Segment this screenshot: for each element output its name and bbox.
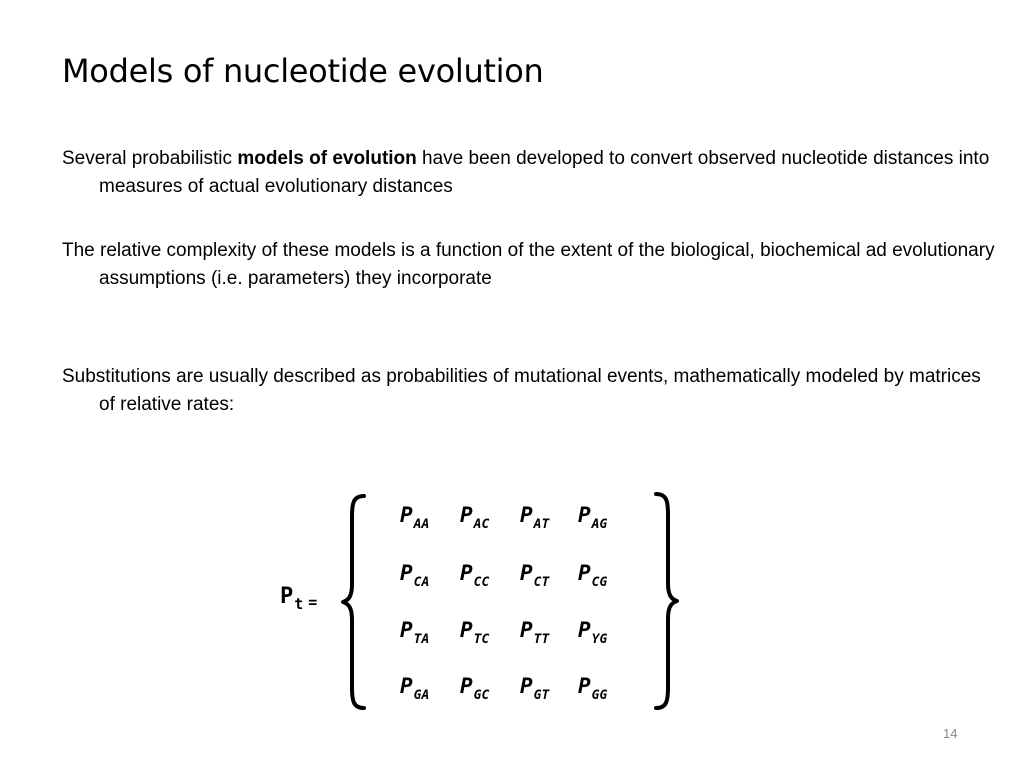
matrix-cell xyxy=(460,618,490,647)
p1-bold-term: models of evolution xyxy=(237,148,417,169)
slide-title: Models of nucleotide evolution xyxy=(62,52,544,90)
paragraph-models-of-evolution xyxy=(62,145,999,201)
matrix-cell-subscript: AT xyxy=(533,517,550,532)
matrix-cell xyxy=(520,503,550,532)
matrix-cell xyxy=(520,618,550,647)
matrix-cell-symbol: P xyxy=(400,674,413,698)
matrix-cell-symbol: P xyxy=(520,618,533,642)
paragraph-substitutions: Substitutions are usually described as probabilities of mutational events, mathematically modeled by matrices of relative rates: xyxy=(62,366,981,415)
matrix-cell xyxy=(460,674,490,703)
paragraph-model-complexity: The relative complexity of these models is a function of the extent of the biological, biochemical ad evolutionary assumptions (i.e. parameters) they incorporate xyxy=(62,240,995,289)
matrix-cell xyxy=(400,503,430,532)
left-brace-icon xyxy=(340,492,370,712)
matrix-cell-symbol: P xyxy=(400,618,413,642)
matrix-cell xyxy=(578,561,608,590)
matrix-cell-subscript: GC xyxy=(473,688,490,703)
matrix-cell-subscript: GT xyxy=(533,688,550,703)
matrix-cell-subscript: AC xyxy=(473,517,490,532)
matrix-cell xyxy=(400,618,430,647)
matrix-cell-symbol: P xyxy=(400,561,413,585)
matrix-cell-symbol: P xyxy=(460,503,473,527)
p1-text-before: Several probabilistic xyxy=(62,148,238,169)
matrix-cell-subscript: TT xyxy=(533,632,550,647)
matrix-cell-symbol: P xyxy=(400,503,413,527)
matrix-cell-subscript: CC xyxy=(473,575,490,590)
matrix-cell-subscript: CG xyxy=(591,575,608,590)
matrix-cell-symbol: P xyxy=(578,618,591,642)
matrix-cell-symbol: P xyxy=(578,503,591,527)
matrix-cell-subscript: GG xyxy=(591,688,608,703)
matrix-cell-symbol: P xyxy=(460,674,473,698)
matrix-cell-subscript: CA xyxy=(413,575,430,590)
matrix-label xyxy=(280,584,318,613)
matrix-cell-subscript: AA xyxy=(413,517,430,532)
matrix-cell-symbol: P xyxy=(460,561,473,585)
matrix-cell-symbol: P xyxy=(578,674,591,698)
matrix-cell-symbol: P xyxy=(578,561,591,585)
matrix-cell xyxy=(578,674,608,703)
matrix-cell-symbol: P xyxy=(520,503,533,527)
matrix-cell-symbol: P xyxy=(520,674,533,698)
matrix-cell-subscript: CT xyxy=(533,575,550,590)
matrix-label-symbol: P xyxy=(280,584,294,609)
matrix-cell xyxy=(400,561,430,590)
right-brace-icon xyxy=(650,490,680,712)
matrix-cell xyxy=(520,674,550,703)
matrix-equals-sign: = xyxy=(308,593,318,611)
matrix-cell xyxy=(578,503,608,532)
matrix-cell-subscript: TC xyxy=(473,632,490,647)
matrix-cell-symbol: P xyxy=(520,561,533,585)
p1-text-after: have been developed to convert observed nucleotide distances into measures of actual evolutionary distances xyxy=(99,148,990,197)
matrix-label-subscript: t xyxy=(294,595,304,613)
matrix-cell xyxy=(460,561,490,590)
matrix-cell xyxy=(520,561,550,590)
matrix-cell-subscript: TA xyxy=(413,632,430,647)
matrix-cell xyxy=(460,503,490,532)
matrix-cell-subscript: GA xyxy=(413,688,430,703)
matrix-cell xyxy=(578,618,608,647)
matrix-cell-symbol: P xyxy=(460,618,473,642)
page-number: 14 xyxy=(943,726,958,741)
matrix-cell xyxy=(400,674,430,703)
matrix-cell-subscript: AG xyxy=(591,517,608,532)
matrix-cell-subscript: YG xyxy=(591,632,608,647)
